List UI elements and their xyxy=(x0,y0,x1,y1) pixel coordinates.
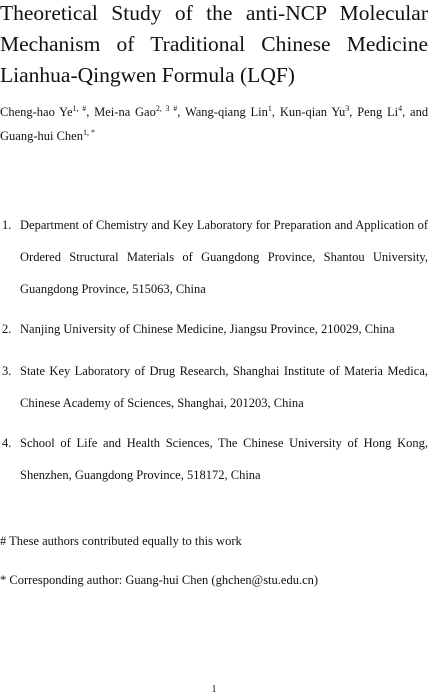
affiliation-line: Ordered Structural Materials of Guangdong Province, Shantou University, xyxy=(20,250,428,264)
author-list xyxy=(0,100,428,148)
affiliation-number: 4. xyxy=(2,436,12,450)
author-affiliation-mark: 3 xyxy=(345,104,350,113)
author-separator: , xyxy=(177,105,185,119)
affiliation-line: Nanjing University of Chinese Medicine, Jiangsu Province, 210029, China xyxy=(20,322,395,336)
affiliation-line: Shenzhen, Guangdong Province, 518172, China xyxy=(20,468,261,482)
author-separator: , xyxy=(271,105,280,119)
affiliation-line: Guangdong Province, 515063, China xyxy=(20,282,206,296)
author-line xyxy=(0,124,428,148)
author-name: Peng Li xyxy=(357,105,399,119)
title-line: Lianhua-Qingwen Formula (LQF) xyxy=(0,63,295,87)
author-name: Cheng-hao Ye xyxy=(0,105,73,119)
author-affiliation-mark: 1, # xyxy=(72,104,87,113)
author-affiliation-mark: 1, * xyxy=(82,128,95,137)
title-line: Mechanism of Traditional Chinese Medicine xyxy=(0,32,428,56)
author-affiliation-mark: 4 xyxy=(398,104,403,113)
author-name: Guang-hui Chen xyxy=(0,129,83,143)
author-name: Mei-na Gao xyxy=(94,105,156,119)
author-separator: , and xyxy=(402,105,428,119)
affiliation-number: 3. xyxy=(2,364,12,378)
author-separator: , xyxy=(349,105,358,119)
affiliation-line: Chinese Academy of Sciences, Shanghai, 201203, China xyxy=(20,396,304,410)
page-number: 1 xyxy=(211,684,217,695)
title-line: Theoretical Study of the anti-NCP Molecular xyxy=(0,1,428,25)
author-affiliation-mark: 1 xyxy=(267,104,272,113)
affiliation-number: 1. xyxy=(2,218,12,232)
equal-contribution-note: # These authors contributed equally to this work xyxy=(0,534,242,548)
corresponding-author-note: * Corresponding author: Guang-hui Chen (ghchen@stu.edu.cn) xyxy=(0,573,319,587)
affiliation-line: State Key Laboratory of Drug Research, Shanghai Institute of Materia Medica, xyxy=(20,364,428,378)
affiliation-line: Department of Chemistry and Key Laboratory for Preparation and Application of xyxy=(20,218,428,232)
author-separator: , xyxy=(86,105,95,119)
affiliation-number: 2. xyxy=(2,322,12,336)
author-name: Kun-qian Yu xyxy=(279,105,346,119)
author-affiliation-mark: 2, 3 # xyxy=(155,104,178,113)
author-line xyxy=(0,100,428,124)
author-name: Wang-qiang Lin xyxy=(184,105,268,119)
paper-title xyxy=(0,0,428,91)
affiliation-line: School of Life and Health Sciences, The Chinese University of Hong Kong, xyxy=(20,436,428,450)
